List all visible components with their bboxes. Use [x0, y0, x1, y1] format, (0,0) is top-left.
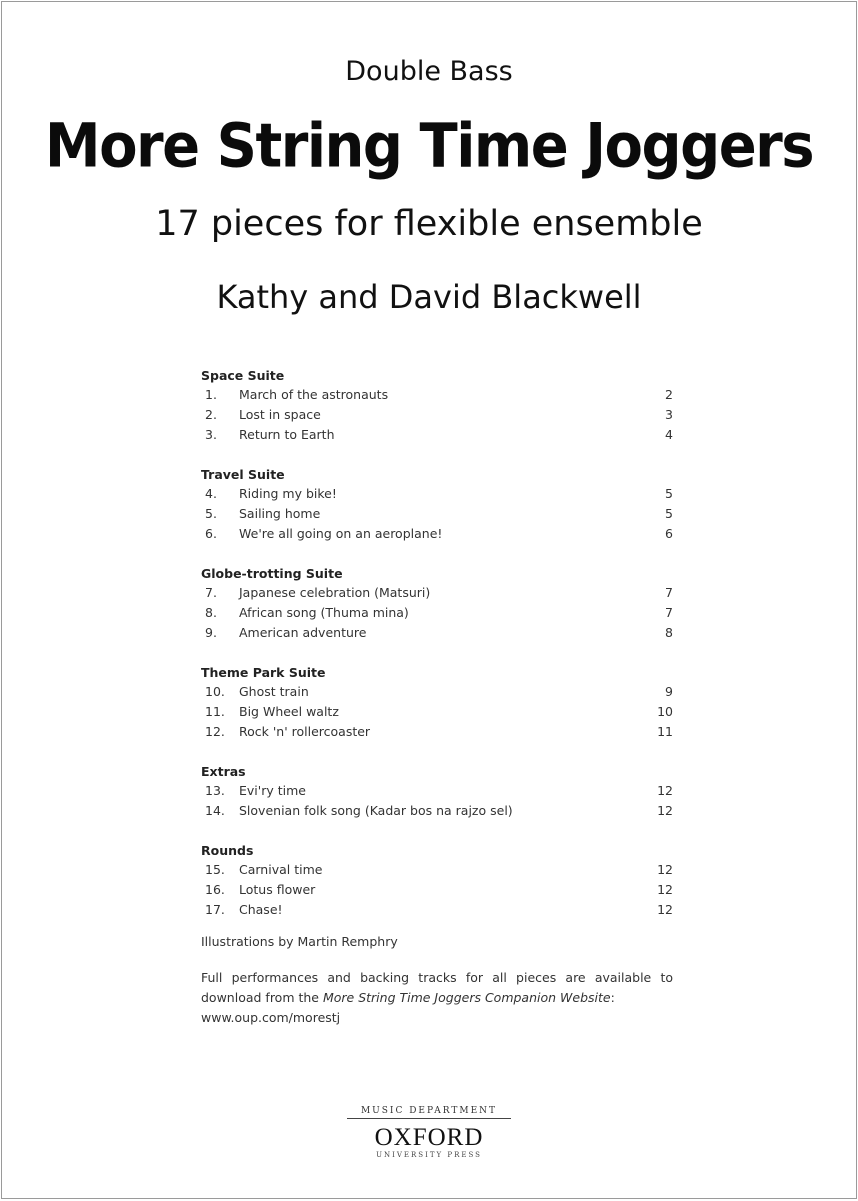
suite-section: [201, 366, 673, 445]
university-press-label: UNIVERSITY PRESS: [376, 1151, 482, 1159]
piece-title: Japanese celebration (Matsuri): [239, 585, 431, 600]
contents-row: [201, 385, 673, 405]
page-number: 9: [665, 684, 673, 699]
contents-row: [201, 405, 673, 425]
piece-title: Return to Earth: [239, 427, 335, 442]
page-number: 7: [665, 605, 673, 620]
website-name: More String Time Joggers Companion Website: [322, 990, 611, 1005]
piece-number: 12.: [205, 724, 225, 739]
piece-title: American adventure: [239, 625, 367, 640]
piece-number: 9.: [205, 625, 217, 640]
suite-title: Theme Park Suite: [201, 665, 326, 680]
contents-row: [201, 524, 673, 544]
piece-number: 8.: [205, 605, 217, 620]
page-number: 5: [665, 486, 673, 501]
contents-row: [201, 722, 673, 742]
table-of-contents: [201, 366, 673, 1028]
contents-row: [201, 504, 673, 524]
page-number: 3: [665, 407, 673, 422]
piece-title: Sailing home: [239, 506, 321, 521]
piece-title: Slovenian folk song (Kadar bos na rajzo sel): [239, 803, 513, 818]
contents-row: [201, 425, 673, 445]
suite-list: [201, 366, 673, 920]
contents-row: [201, 880, 673, 900]
suite-section: [201, 465, 673, 544]
piece-number: 11.: [205, 704, 225, 719]
piece-title: Rock 'n' rollercoaster: [239, 724, 371, 739]
piece-number: 15.: [205, 862, 225, 877]
contents-row: [201, 583, 673, 603]
piece-number: 3.: [205, 427, 217, 442]
oxford-wordmark: OXFORD: [374, 1124, 484, 1151]
authors: Kathy and David Blackwell: [216, 278, 642, 316]
contents-row: [201, 484, 673, 504]
piece-title: Riding my bike!: [239, 486, 337, 501]
piece-title: Lost in space: [239, 407, 321, 422]
instrument-label: Double Bass: [345, 56, 513, 87]
page-number: 12: [657, 803, 673, 818]
page-number: 6: [665, 526, 673, 541]
page-number: 10: [657, 704, 673, 719]
piece-number: 5.: [205, 506, 217, 521]
book-title: More String Time Joggers: [44, 111, 814, 182]
piece-title: Carnival time: [239, 862, 323, 877]
page-number: 12: [657, 902, 673, 917]
contents-row: [201, 801, 673, 821]
piece-title: March of the astronauts: [239, 387, 389, 402]
piece-number: 6.: [205, 526, 217, 541]
suite-title: Extras: [201, 764, 246, 779]
page-number: 12: [657, 882, 673, 897]
suite-section: [201, 762, 673, 821]
cover-page: [1, 1, 857, 1199]
illustration-credit: Illustrations by Martin Remphry: [201, 934, 398, 949]
piece-number: 4.: [205, 486, 217, 501]
contents-row: [201, 603, 673, 623]
page-number: 12: [657, 783, 673, 798]
piece-number: 1.: [205, 387, 217, 402]
book-subtitle: 17 pieces for flexible ensemble: [155, 204, 703, 244]
website-url: www.oup.com/morestj: [201, 1010, 341, 1025]
page-number: 11: [657, 724, 673, 739]
piece-number: 7.: [205, 585, 217, 600]
contents-row: [201, 623, 673, 643]
companion-website-note: [201, 968, 673, 1028]
piece-number: 2.: [205, 407, 217, 422]
contents-row: [201, 682, 673, 702]
page-number: 2: [665, 387, 673, 402]
suite-section: [201, 663, 673, 742]
contents-row: [201, 900, 673, 920]
publisher-logo: [2, 1098, 856, 1159]
suite-section: [201, 841, 673, 920]
page-number: 12: [657, 862, 673, 877]
suite-title: Rounds: [201, 843, 254, 858]
piece-title: African song (Thuma mina): [239, 605, 409, 620]
suite-title: Space Suite: [201, 368, 285, 383]
piece-title: Big Wheel waltz: [239, 704, 339, 719]
page-number: 4: [665, 427, 673, 442]
piece-title: Ghost train: [239, 684, 309, 699]
piece-number: 10.: [205, 684, 225, 699]
page-number: 8: [665, 625, 673, 640]
music-department-label: MUSIC DEPARTMENT: [347, 1106, 511, 1119]
suite-title: Globe-trotting Suite: [201, 566, 343, 581]
note-colon: :: [610, 990, 615, 1005]
page-number: 7: [665, 585, 673, 600]
page-number: 5: [665, 506, 673, 521]
contents-row: [201, 860, 673, 880]
piece-title: Chase!: [239, 902, 283, 917]
piece-title: Lotus flower: [239, 882, 316, 897]
suite-section: [201, 564, 673, 643]
piece-number: 17.: [205, 902, 225, 917]
suite-title: Travel Suite: [201, 467, 285, 482]
piece-number: 16.: [205, 882, 225, 897]
note-text: Full performances and backing tracks for all pieces are available to download from the: [201, 970, 673, 1005]
contents-row: [201, 702, 673, 722]
piece-number: 14.: [205, 803, 225, 818]
piece-number: 13.: [205, 783, 225, 798]
piece-title: Evi'ry time: [239, 783, 306, 798]
contents-row: [201, 781, 673, 801]
piece-title: We're all going on an aeroplane!: [239, 526, 443, 541]
